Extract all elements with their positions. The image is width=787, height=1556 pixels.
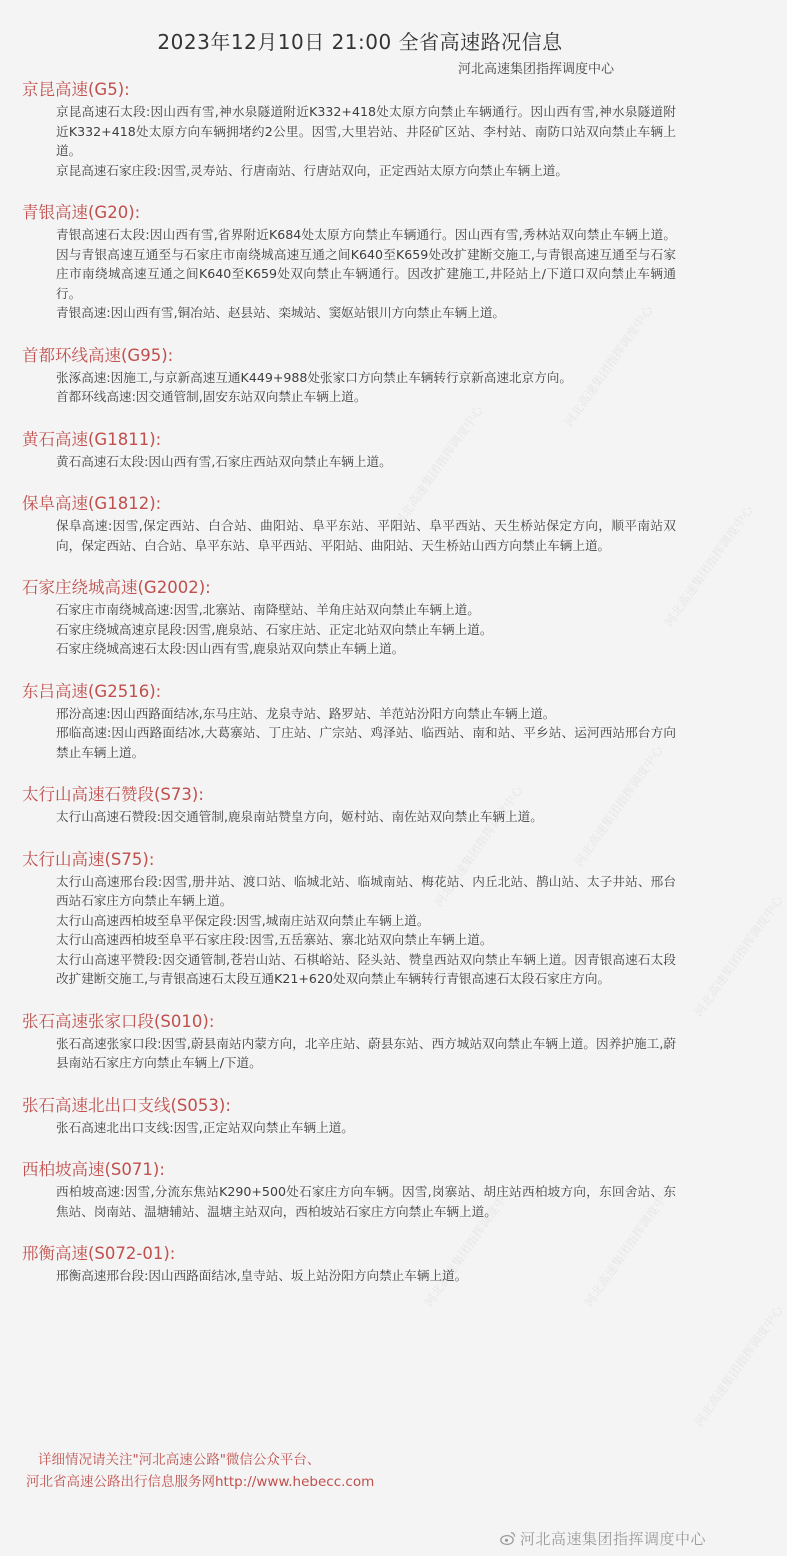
section-line: 京昆高速石家庄段:因雪,灵寿站、行唐南站、行唐站双向，正定西站太原方向禁止车辆上道。 — [56, 162, 568, 178]
section-line: 青银高速:因山西有雪,铜冶站、赵县站、栾城站、窦妪站银川方向禁止车辆上道。 — [56, 305, 506, 320]
footer-wechat-line: 详细情况请关注"河北高速公路"微信公众平台、 — [38, 1452, 321, 1468]
section-line: 邢汾高速:因山西路面结冰,东马庄站、龙泉寺站、路罗站、羊范站汾阳方向禁止车辆上道。 — [56, 705, 556, 721]
section-g20 — [0, 201, 720, 323]
section-title: 张石高速张家口段(S010): — [22, 1011, 215, 1031]
section-line: 黄石高速石太段:因山西有雪,石家庄西站双向禁止车辆上道。 — [56, 453, 392, 469]
section-g1811 — [0, 428, 720, 472]
footer-note — [26, 1449, 374, 1493]
section-s053 — [0, 1094, 720, 1138]
section-title: 太行山高速(S75): — [22, 849, 155, 869]
section-line: 太行山高速西柏坡至阜平保定段:因雪,城南庄站双向禁止车辆上道。 — [56, 912, 430, 928]
section-line: 京昆高速石太段:因山西有雪,神水泉隧道附近K332+418处太原方向禁止车辆通行。因山西有雪,神水泉隧道附近K332+418处太原方向车辆拥堵约2公里。因雪,大里岩站、井陉矿区站、李村站、南防口站双向禁止车辆上道。 — [56, 104, 676, 158]
section-title: 首都环线高速(G95): — [22, 345, 174, 365]
section-title: 青银高速(G20): — [22, 203, 141, 222]
section-s072-01 — [0, 1242, 720, 1286]
section-line: 石家庄市南绕城高速:因雪,北寨站、南降壁站、羊角庄站双向禁止车辆上道。 — [56, 602, 480, 617]
watermark-text: 河北高速集团指挥调度中心 — [691, 893, 786, 1020]
watermark-text: 河北高速集团指挥调度中心 — [421, 1183, 516, 1310]
section-line: 石家庄绕城高速石太段:因山西有雪,鹿泉站双向禁止车辆上道。 — [56, 641, 405, 656]
watermark-text: 河北高速集团指挥调度中心 — [391, 403, 486, 530]
watermark-text: 河北高速集团指挥调度中心 — [431, 783, 526, 910]
weibo-credit — [500, 1528, 706, 1549]
section-line: 保阜高速:因雪,保定西站、白合站、曲阳站、阜平东站、平阳站、阜平西站、天生桥站保定方向，顺平南站双向，保定西站、白合站、阜平东站、阜平西站、平阳站、曲阳站、天生桥站山西方向禁止车辆上道。 — [56, 518, 676, 553]
section-title: 石家庄绕城高速(G2002): — [22, 578, 211, 597]
section-g2516 — [0, 680, 720, 763]
section-line: 邢衡高速邢台段:因山西路面结冰,皇寺站、坂上站汾阳方向禁止车辆上道。 — [56, 1268, 468, 1283]
section-g95 — [0, 344, 720, 407]
watermark-text: 河北高速集团指挥调度中心 — [661, 503, 756, 630]
section-line: 青银高速石太段:因山西有雪,省界附近K684处太原方向禁止车辆通行。因山西有雪,秀林站双向禁止车辆上道。因与青银高速互通至与石家庄市南绕城高速互通之间K640至K659处改扩建断交施工,与青银高速互通至与石家庄市南绕城高速互通之间K640至K659处双向禁止车辆通行。因改扩建施工,井陉站上/下道口双向禁止车辆通行。 — [56, 227, 676, 301]
section-line: 太行山高速邢台段:因雪,册井站、渡口站、临城北站、临城南站、梅花站、内丘北站、鹊山站、太子井站、邢台西站石家庄方向禁止车辆上道。 — [56, 873, 676, 908]
credit-text: 河北高速集团指挥调度中心 — [519, 1530, 706, 1548]
watermark-text: 河北高速集团指挥调度中心 — [581, 1183, 676, 1310]
section-s73 — [0, 783, 720, 827]
section-line: 西柏坡高速:因雪,分流东焦站K290+500处石家庄方向车辆。因雪,岗寨站、胡庄站西柏坡方向，东回舍站、东焦站、岗南站、温塘辅站、温塘主站双向，西柏坡站石家庄方向禁止车辆上道。 — [56, 1184, 676, 1219]
section-line: 张涿高速:因施工,与京新高速互通K449+988处张家口方向禁止车辆转行京新高速北京方向。 — [56, 369, 572, 385]
section-title: 西柏坡高速(S071): — [22, 1160, 165, 1179]
section-s071 — [0, 1158, 720, 1221]
page-title: 2023年12月10日 21:00 全省高速路况信息 — [157, 30, 563, 54]
section-line: 太行山高速平赞段:因交通管制,苍岩山站、石棋峪站、陉头站、赞皇西站双向禁止车辆上道。因青银高速石太段改扩建断交施工,与青银高速石太段互通K21+620处双向禁止车辆转行青银高速石太段石家庄方向。 — [56, 951, 676, 986]
section-title: 太行山高速石赞段(S73): — [22, 785, 204, 804]
section-g5 — [0, 78, 720, 180]
section-g1812 — [0, 492, 720, 555]
section-s010 — [0, 1010, 720, 1073]
section-title: 保阜高速(G1812): — [22, 494, 162, 513]
section-line: 太行山高速石赞段:因交通管制,鹿泉南站赞皇方向，姬村站、南佐站双向禁止车辆上道。 — [56, 809, 543, 824]
section-line: 太行山高速西柏坡至阜平石家庄段:因雪,五岳寨站、寨北站双向禁止车辆上道。 — [56, 932, 493, 947]
road-condition-list — [0, 78, 720, 1307]
section-title: 黄石高速(G1811): — [22, 429, 162, 449]
footer-website-line[interactable]: 河北省高速公路出行信息服务网http://www.hebecc.com — [26, 1474, 375, 1490]
section-line: 邢临高速:因山西路面结冰,大葛寨站、丁庄站、广宗站、鸡泽站、临西站、南和站、平乡站、运河西站邢台方向禁止车辆上道。 — [56, 725, 676, 760]
section-title: 东吕高速(G2516): — [22, 681, 162, 701]
section-line: 首都环线高速:因交通管制,固安东站双向禁止车辆上道。 — [56, 389, 367, 404]
watermark-text: 河北高速集团指挥调度中心 — [571, 743, 666, 870]
issuer-subtitle: 河北高速集团指挥调度中心 — [458, 62, 615, 77]
section-title: 京昆高速(G5): — [22, 80, 130, 99]
section-s75 — [0, 848, 720, 989]
weibo-icon — [500, 1530, 516, 1546]
section-g2002 — [0, 576, 720, 659]
section-title: 邢衡高速(S072-01): — [22, 1244, 176, 1263]
section-title: 张石高速北出口支线(S053): — [22, 1095, 231, 1115]
section-line: 张石高速张家口段:因雪,蔚县南站内蒙方向，北辛庄站、蔚县东站、西方城站双向禁止车辆上道。因养护施工,蔚县南站石家庄方向禁止车辆上/下道。 — [56, 1035, 676, 1070]
section-line: 张石高速北出口支线:因雪,正定站双向禁止车辆上道。 — [56, 1119, 354, 1135]
section-line: 石家庄绕城高速京昆段:因雪,鹿泉站、石家庄站、正定北站双向禁止车辆上道。 — [56, 621, 493, 637]
watermark-text: 河北高速集团指挥调度中心 — [561, 303, 656, 430]
watermark-text: 河北高速集团指挥调度中心 — [691, 1303, 786, 1430]
